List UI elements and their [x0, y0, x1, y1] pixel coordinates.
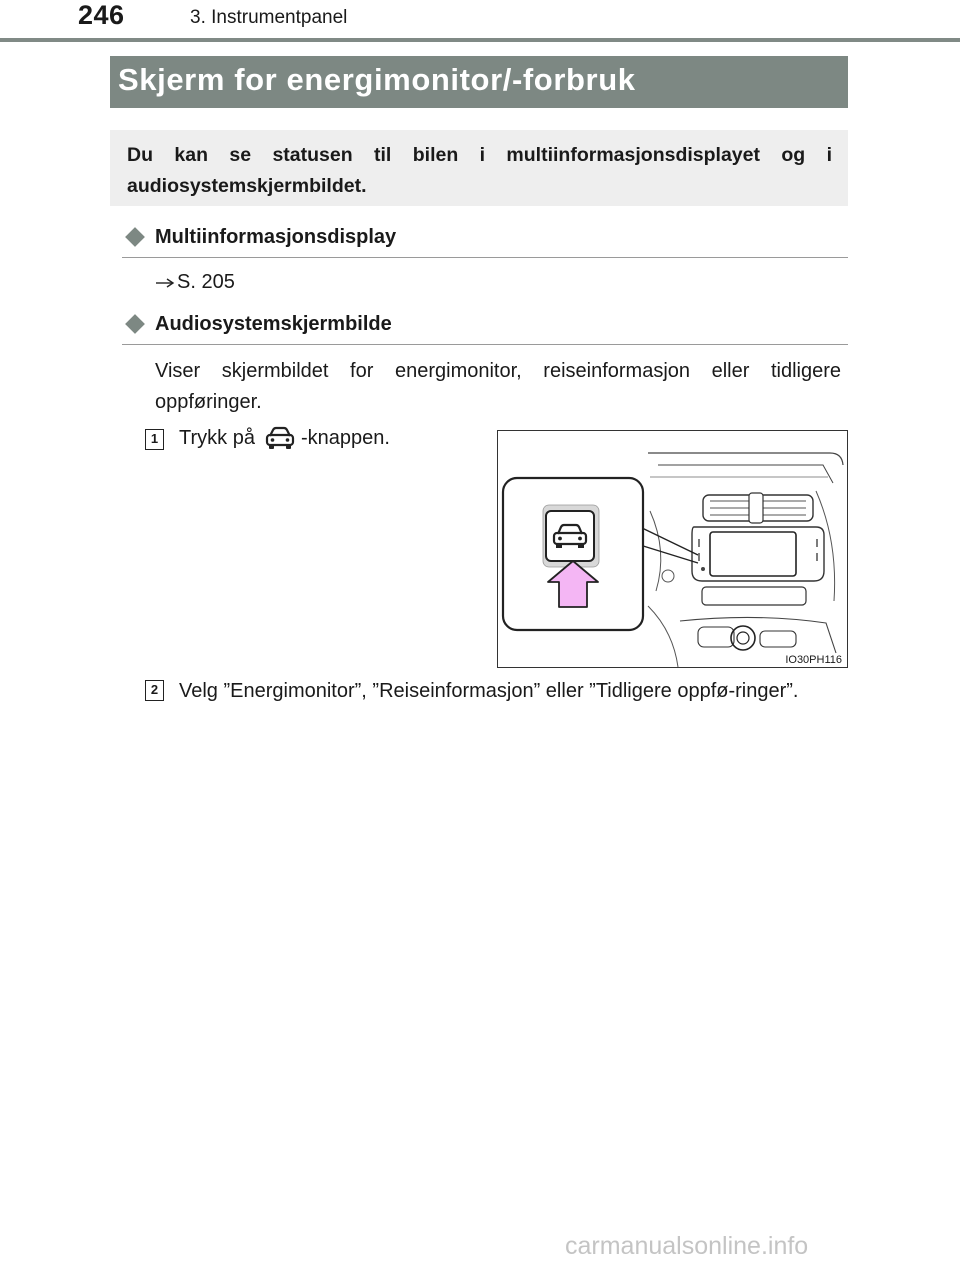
section-heading: Audiosystemskjermbilde — [155, 313, 392, 335]
step-number-2: 2 — [145, 680, 164, 701]
dashboard-drawing — [498, 431, 847, 667]
header-divider — [0, 38, 960, 42]
car-button-icon — [263, 425, 297, 451]
diamond-bullet-icon — [125, 227, 145, 247]
step-1-text-before: Trykk på — [179, 426, 255, 449]
step-1-text — [179, 425, 390, 451]
diamond-bullet-icon — [125, 314, 145, 334]
intro-box — [110, 130, 848, 206]
section-body: Viser skjermbildet for energimonitor, reiseinformasjon eller tidligere oppføringer. — [155, 360, 841, 413]
page-title: Skjerm for energimonitor/-forbruk — [118, 62, 636, 97]
section-audiosystemskjermbilde — [122, 309, 848, 345]
step-2-text: Velg ”Energimonitor”, ”Reiseinformasjon” eller ”Tidligere oppfø-ringer”. — [179, 680, 799, 702]
section-heading: Multiinformasjonsdisplay — [155, 226, 397, 248]
title-bar — [110, 56, 848, 108]
page-number: 246 — [78, 0, 125, 30]
illustration-code: IO30PH116 — [785, 654, 842, 666]
step-number-1: 1 — [145, 429, 164, 450]
reference-text: S. 205 — [177, 271, 235, 293]
chapter-title: 3. Instrumentpanel — [190, 7, 348, 28]
page-reference[interactable] — [155, 271, 235, 294]
watermark: carmanualsonline.info — [565, 1232, 809, 1260]
reference-arrow-icon — [155, 276, 175, 290]
intro-text: Du kan se statusen til bilen i multiinformasjonsdisplayet og i audiosystemskjermbildet. — [127, 144, 832, 197]
car-button-icon — [546, 511, 594, 561]
step-1-text-after: -knappen. — [300, 426, 390, 449]
section-multiinformasjonsdisplay — [122, 222, 848, 258]
dashboard-illustration — [497, 430, 848, 668]
